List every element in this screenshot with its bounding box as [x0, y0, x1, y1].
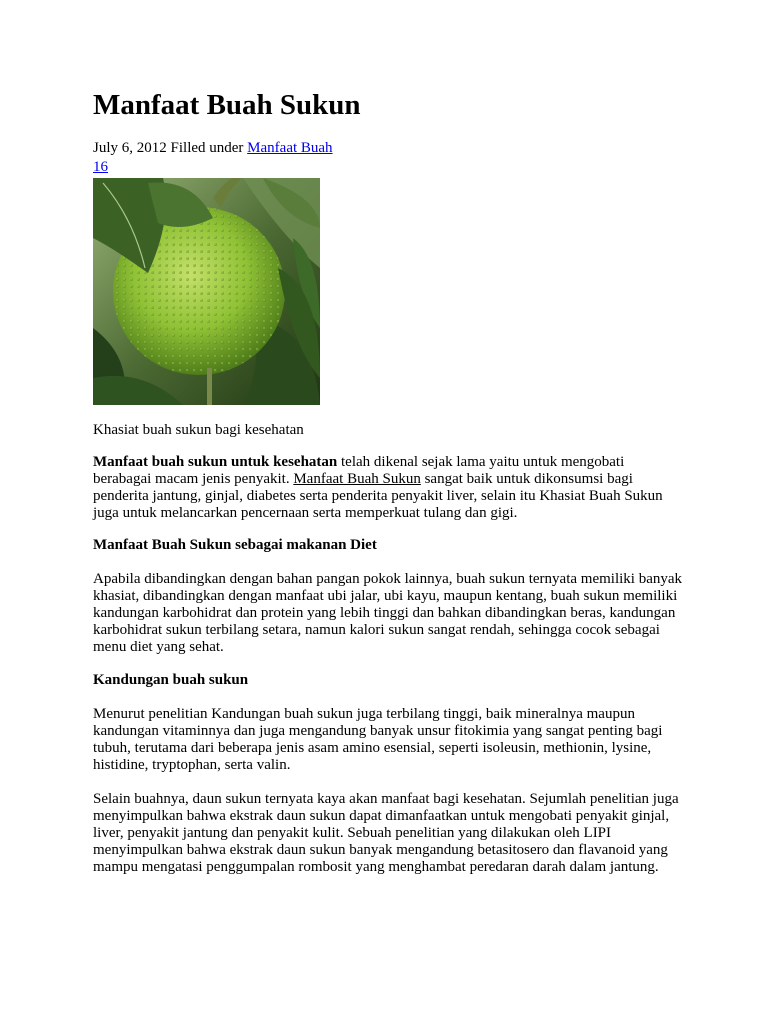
kandungan-heading: Kandungan buah sukun: [93, 672, 249, 688]
filed-under-label: Filled under: [170, 140, 244, 156]
intro-paragraph: [93, 454, 683, 522]
post-meta: [93, 139, 683, 158]
breadfruit-photo: [93, 178, 320, 405]
intro-text-after-link: sangat baik untuk dikonsumsi bagi penderita jantung, ginjal, diabetes serta penderita penyakit liver, selain itu Khasiat Buah Sukun juga untuk melancarkan pencernaan serta memperkuat tulang dan gigi.: [93, 471, 663, 521]
kandungan-paragraph: Menurut penelitian Kandungan buah sukun juga terbilang tinggi, baik mineralnya maupun kandungan vitaminnya dan juga mengandung banyak unsur fitokimia yang sangat penting bagi tubuh, terutama dari beberapa jenis asam amino esensial, seperti isoleusin, methionin, lysine, histidine, tryptophan, serta valin.: [93, 706, 663, 773]
category-link[interactable]: Manfaat Buah: [247, 140, 333, 156]
image-caption: Khasiat buah sukun bagi kesehatan: [93, 422, 304, 438]
intro-text-before-link: telah dikenal sejak lama yaitu untuk mengobati berabagai macam jenis penyakit.: [93, 454, 625, 487]
article: [93, 86, 683, 876]
closing-paragraph: Selain buahnya, daun sukun ternyata kaya akan manfaat bagi kesehatan. Sejumlah penelitian juga menyimpulkan bahwa ekstrak daun sukun dapat dimanfaatkan untuk mengobati penyakit ginjal, liver, penyakit jantung dan penyakit kulit. Sebuah penelitian yang dilakukan oleh LIPI menyimpulkan bahwa ekstrak daun sukun banyak mengandung betasitosero dan flavanoid yang mampu mengatasi penggumpalan rombosit yang menghambat peredaran darah dalam jantung.: [93, 791, 679, 875]
diet-heading: Manfaat Buah Sukun sebagai makanan Diet: [93, 537, 377, 553]
post-date: July 6, 2012: [93, 140, 167, 156]
diet-paragraph: Apabila dibandingkan dengan bahan pangan pokok lainnya, buah sukun ternyata memiliki banyak khasiat, dibandingkan dengan manfaat ubi jalar, ubi kayu, maupun kentang, buah sukun memiliki kandungan karbohidrat dan protein yang lebih tinggi dan bahkan dibandingkan beras, kandungan karbohidrat sukun terbilang setara, namun kalori sukun sangat rendah, sehingga cocok sebagai menu diet yang sehat.: [93, 571, 683, 655]
intro-bold-lead: Manfaat buah sukun untuk kesehatan: [93, 454, 338, 470]
page-title: Manfaat Buah Sukun: [93, 89, 361, 121]
manfaat-buah-sukun-link[interactable]: Manfaat Buah Sukun: [293, 471, 421, 487]
comment-count-link[interactable]: 16: [93, 159, 108, 175]
